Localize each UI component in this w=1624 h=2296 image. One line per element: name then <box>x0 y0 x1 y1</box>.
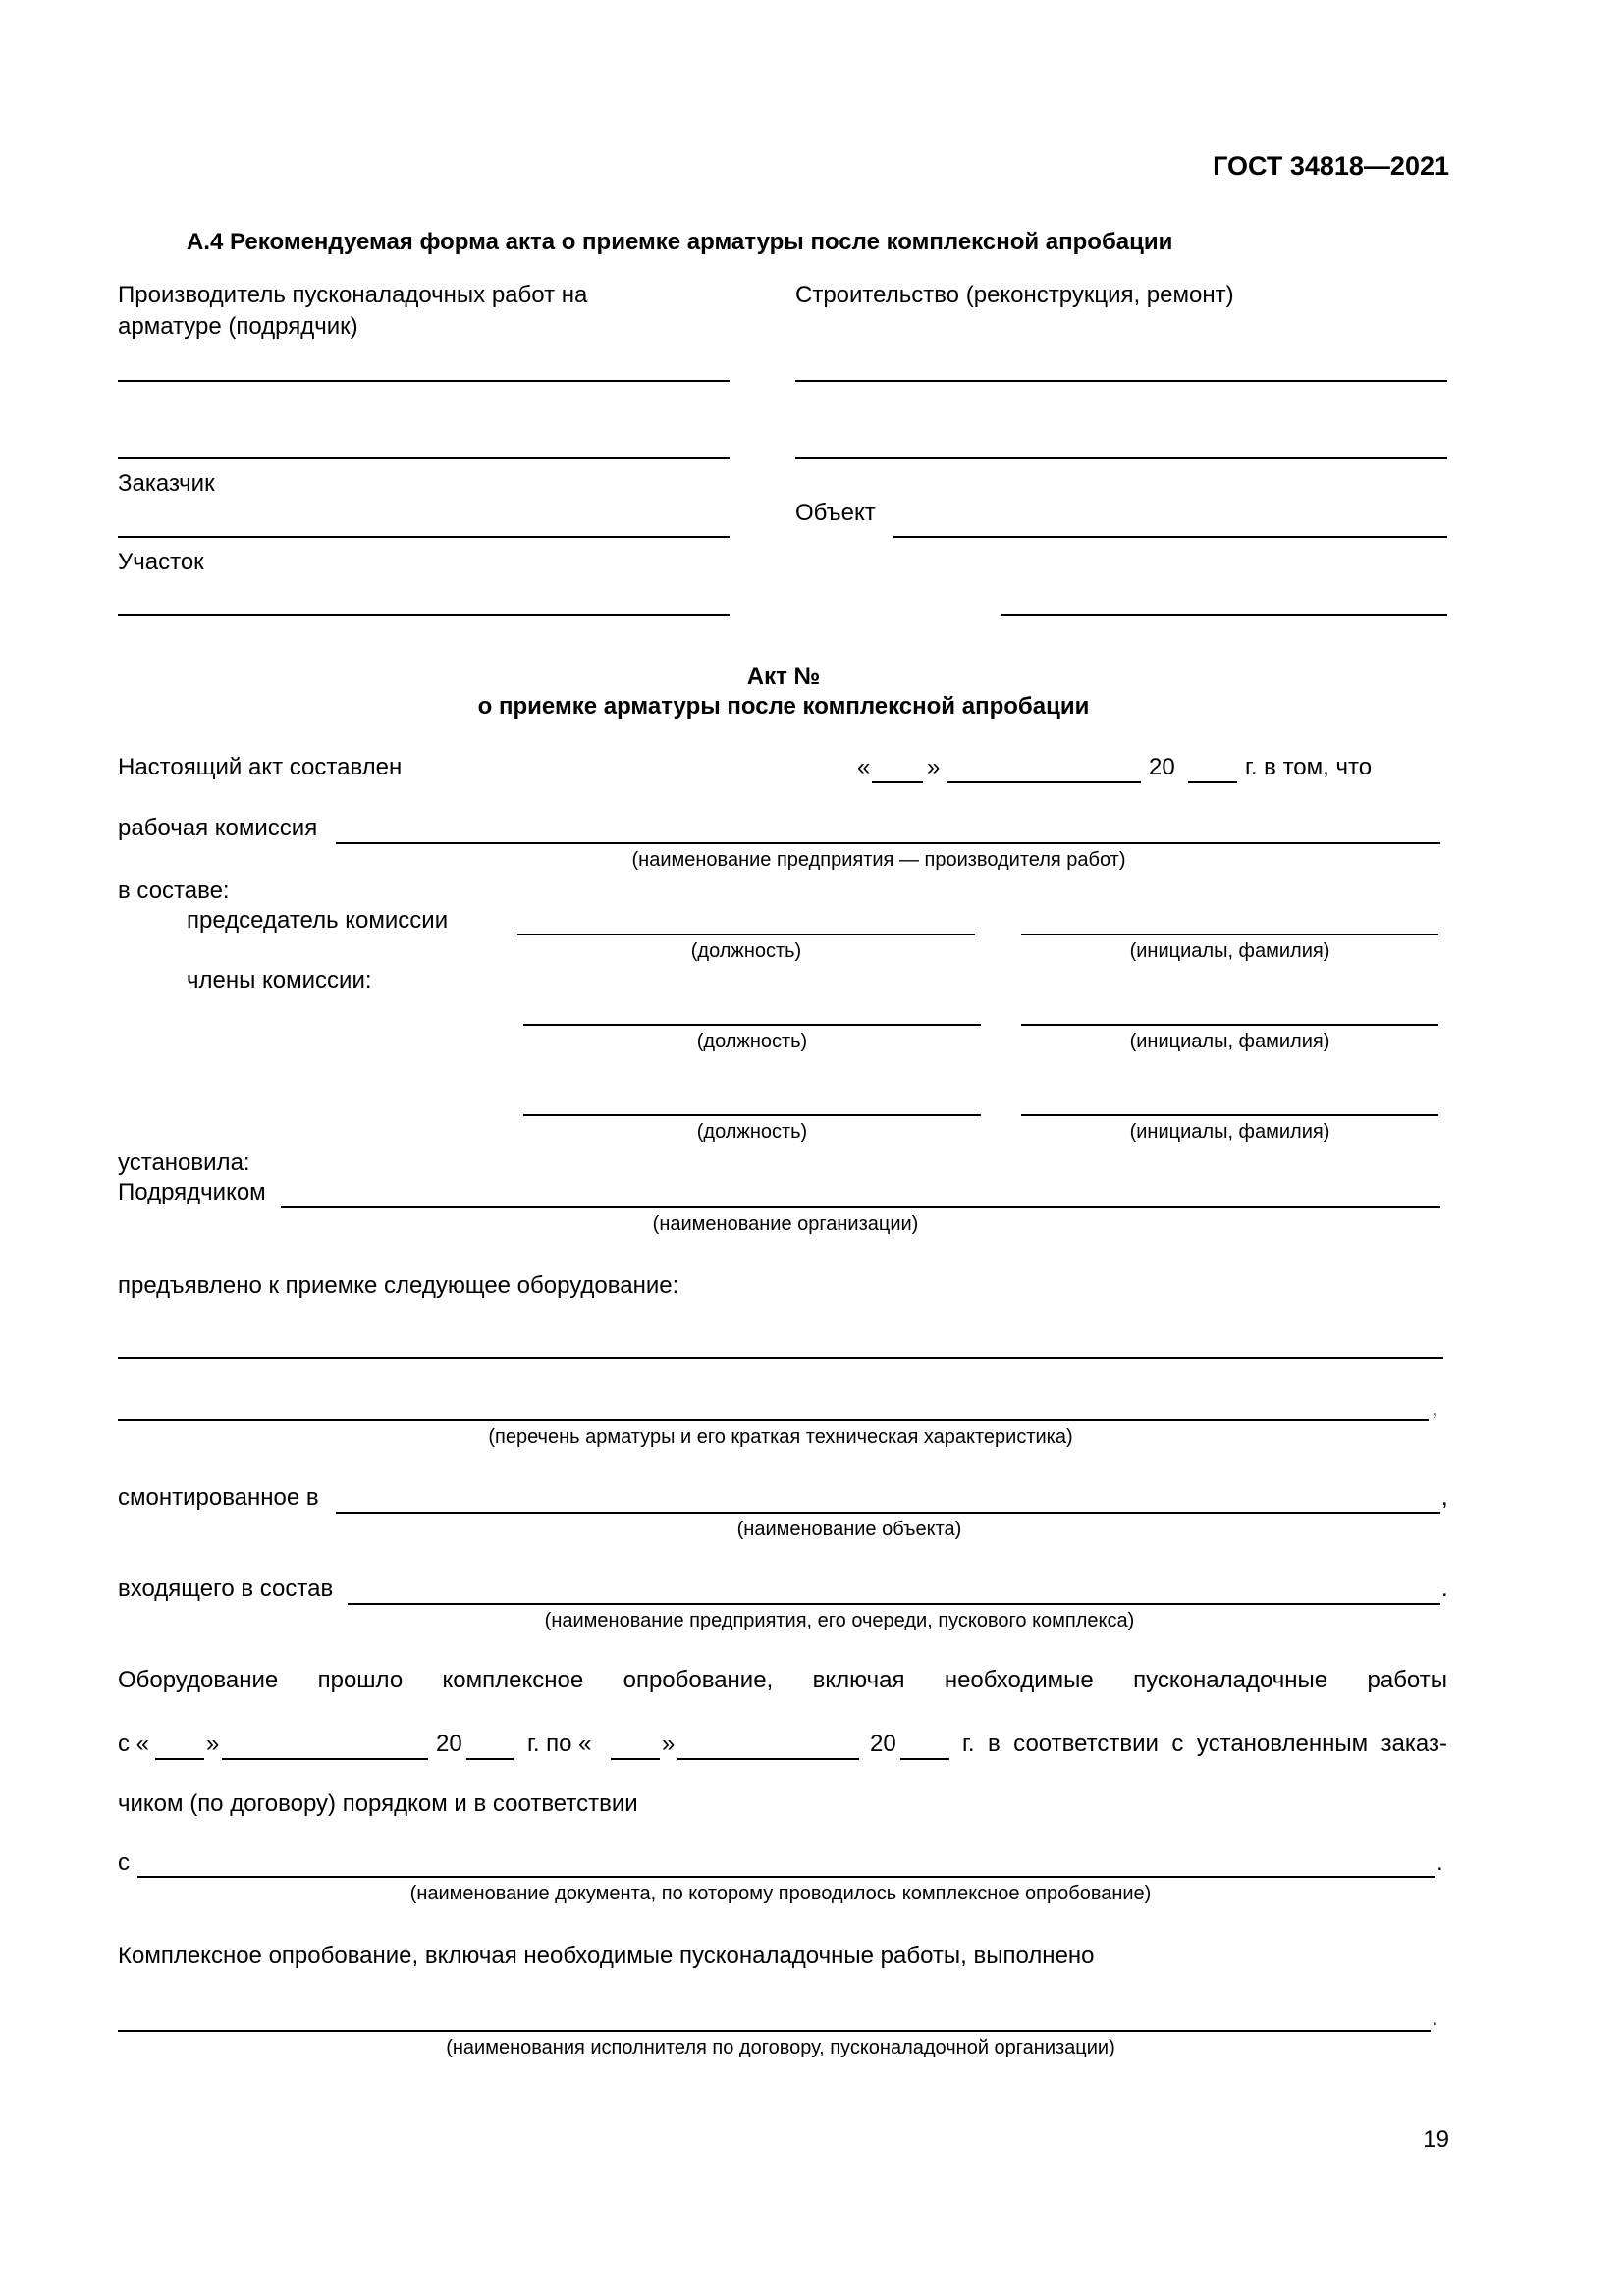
contractor-org-label: Подрядчиком <box>118 1179 266 1205</box>
period-to-year-prefix: 20 <box>870 1731 896 1757</box>
equipment-comma: , <box>1432 1395 1438 1421</box>
period-to-quote-close: » <box>662 1731 676 1757</box>
member1-position-line <box>523 1024 981 1026</box>
date-quote-open: « <box>857 754 871 780</box>
period-from-label: с « <box>118 1731 150 1757</box>
mounted-comma: , <box>1441 1484 1448 1511</box>
performed-text: Комплексное опробование, включая необходимые пусконаладочные работы, выполнено <box>118 1943 1095 1969</box>
established-label: установила: <box>118 1149 250 1176</box>
part-of-line <box>348 1603 1440 1605</box>
object-label: Объект <box>795 500 876 526</box>
section-line <box>118 614 730 616</box>
equipment-line-1 <box>118 1357 1443 1359</box>
commission-line <box>336 842 1440 844</box>
with-label: с <box>118 1849 130 1876</box>
document-caption: (наименование документа, по которому проводилось комплексное опробование) <box>409 1883 1152 1904</box>
period-to-year-line <box>900 1758 949 1760</box>
period-to-month-line <box>677 1758 859 1760</box>
construction-line-1 <box>795 380 1447 382</box>
period-to-label: г. по « <box>527 1731 592 1757</box>
date-month-line <box>947 781 1141 783</box>
customer-line <box>118 536 730 538</box>
object-caption: (наименование объекта) <box>736 1519 962 1540</box>
date-day-line <box>872 781 923 783</box>
date-quote-close: » <box>927 754 941 780</box>
customer-label: Заказчик <box>118 470 215 497</box>
document-code: ГОСТ 34818—2021 <box>1213 151 1449 181</box>
contractor-org-line <box>281 1206 1440 1208</box>
executor-line <box>118 2030 1431 2032</box>
members-label: члены комиссии: <box>187 967 372 993</box>
equipment-line-2 <box>118 1419 1429 1421</box>
date-suffix: г. в том, что <box>1245 754 1373 780</box>
page-number: 19 <box>1423 2126 1449 2153</box>
part-of-period: . <box>1441 1575 1448 1602</box>
per-customer-text: г. в соответствии с установленным заказ- <box>962 1731 1447 1757</box>
chairman-position-line <box>517 934 975 935</box>
contractor-label-line2: арматуре (подрядчик) <box>118 313 358 340</box>
section-right-line <box>1001 614 1447 616</box>
executor-period: . <box>1432 2004 1438 2031</box>
member2-position-line <box>523 1114 981 1116</box>
period-from-year-line <box>466 1758 514 1760</box>
composed-label: Настоящий акт составлен <box>118 754 403 780</box>
org-caption: (наименование организации) <box>652 1213 919 1235</box>
equipment-caption: (перечень арматуры и его краткая техническая характеристика) <box>488 1426 1073 1448</box>
period-to-day-line <box>611 1758 660 1760</box>
chairman-position-caption: (должность) <box>690 940 802 962</box>
act-title: Акт № <box>746 664 821 690</box>
commission-label: рабочая комиссия <box>118 815 318 841</box>
period-from-day-line <box>155 1758 204 1760</box>
part-of-label: входящего в состав <box>118 1575 334 1602</box>
mounted-line <box>336 1512 1440 1514</box>
act-subtitle: о приемке арматуры после комплексной апробации <box>477 693 1090 720</box>
commission-caption: (наименование предприятия — производителя работ) <box>631 849 1126 871</box>
chairman-label: председатель комиссии <box>187 907 449 934</box>
mounted-label: смонтированное в <box>118 1484 319 1511</box>
section-label: Участок <box>118 549 204 575</box>
per-customer-text-2: чиком (по договору) порядком и в соответствии <box>118 1790 638 1817</box>
executor-caption: (наименования исполнителя по договору, пусконаладочной организации) <box>446 2037 1115 2058</box>
member2-name-line <box>1021 1114 1438 1116</box>
document-line <box>137 1876 1435 1878</box>
construction-label: Строительство (реконструкция, ремонт) <box>795 282 1234 308</box>
contractor-line-2 <box>118 457 730 459</box>
period-from-month-line <box>222 1758 428 1760</box>
member1-name-caption: (инициалы, фамилия) <box>1129 1031 1330 1052</box>
contractor-label-line1: Производитель пусконаладочных работ на <box>118 282 588 308</box>
section-title: А.4 Рекомендуемая форма акта о приемке арматуры после комплексной апробации <box>187 229 1173 255</box>
date-year-prefix: 20 <box>1149 754 1175 780</box>
date-year-line <box>1188 781 1237 783</box>
member1-name-line <box>1021 1024 1438 1026</box>
composition-label: в составе: <box>118 878 230 904</box>
object-line <box>893 536 1447 538</box>
period-from-year-prefix: 20 <box>436 1731 462 1757</box>
construction-line-2 <box>795 457 1447 459</box>
member2-name-caption: (инициалы, фамилия) <box>1129 1121 1330 1143</box>
period-from-quote-close: » <box>206 1731 220 1757</box>
passed-text: Оборудование прошло комплексное опробование, включая необходимые пусконаладочные работы <box>118 1667 1447 1693</box>
document-period: . <box>1436 1849 1443 1876</box>
member1-position-caption: (должность) <box>696 1031 808 1052</box>
enterprise-caption: (наименование предприятия, его очереди, пускового комплекса) <box>544 1610 1135 1631</box>
member2-position-caption: (должность) <box>696 1121 808 1143</box>
chairman-name-line <box>1021 934 1438 935</box>
contractor-line-1 <box>118 380 730 382</box>
presented-label: предъявлено к приемке следующее оборудование: <box>118 1272 679 1299</box>
chairman-name-caption: (инициалы, фамилия) <box>1129 940 1330 962</box>
